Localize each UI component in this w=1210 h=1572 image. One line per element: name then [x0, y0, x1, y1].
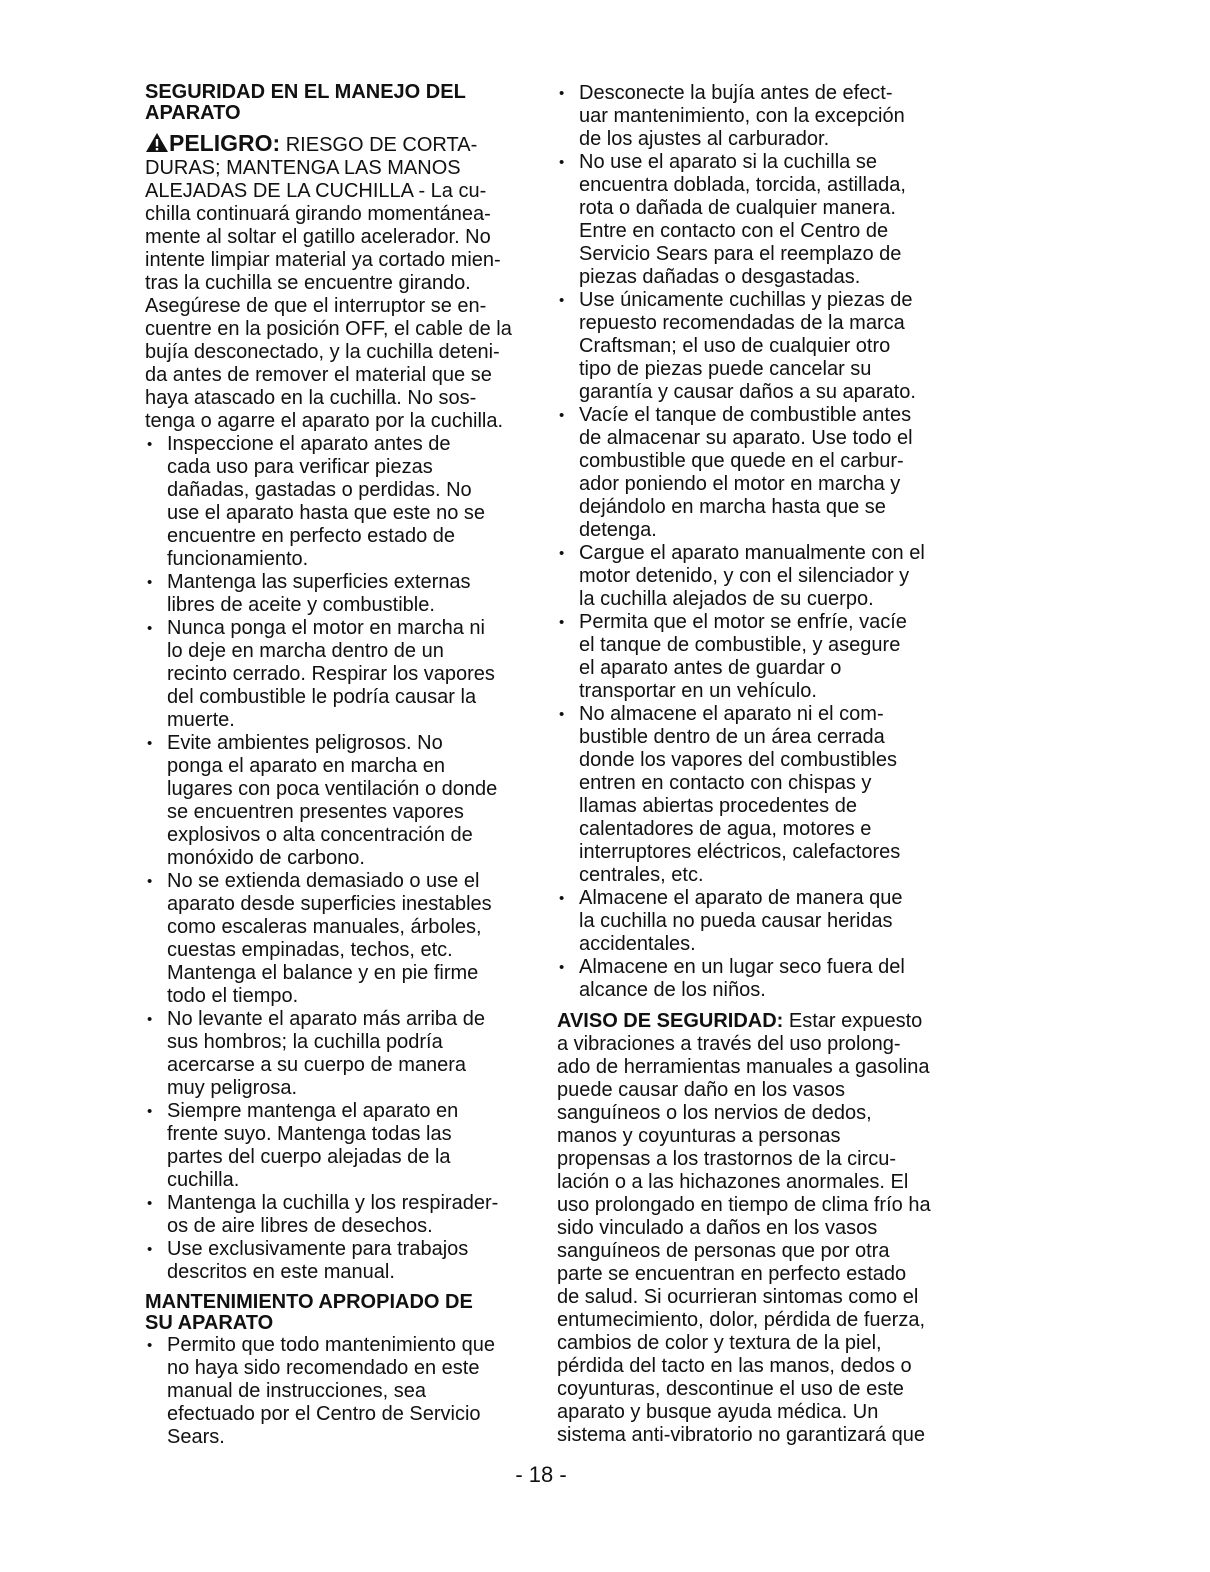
warning-triangle-icon	[145, 132, 169, 153]
list-item: • Almacene en un lugar seco fuera del alcance de los niños.	[557, 956, 967, 1002]
list-item: • Inspeccione el aparato antes de cada uso para verificar piezas dañadas, gastadas o perdidas. No use el aparato hasta que este no se encuentre en perfecto estado de funcionamiento.	[145, 433, 545, 571]
list-item: • No almacene el aparato ni el com- bustible dentro de un área cerrada donde los vapores del combustibles entren en contacto con chispas y llamas abiertas procedentes de calentadores de agua, motores e interruptores eléctricos, calefactores centrales, etc.	[557, 703, 967, 887]
list-item: • No use el aparato si la cuchilla se encuentra doblada, torcida, astillada, rota o dañada de cualquier manera. Entre en contacto con el Centro de Servicio Sears para el reemplazo de piezas dañadas o desgastadas.	[557, 151, 967, 289]
danger-text: RIESGO DE CORTA- DURAS; MANTENGA LAS MANOS ALEJADAS DE LA CUCHILLA - La cu- chilla continuará girando momentánea- mente al soltar el gatillo acelerador. No intente limpiar material ya cortado mien- tras la cuchilla se encuentre girando. Asegúrese de que el interruptor se en- cuentre en la posición OFF, el cable de la bujía desconectado, y la cuchilla deteni- da antes de remover el material que se haya atascado en la cuchilla. No sos- tenga o agarre el aparato por la cuchilla.	[145, 134, 512, 432]
list-item: • Permito que todo mantenimiento que no haya sido recomendado en este manual de instrucciones, sea efectuado por el Centro de Servicio Sears.	[145, 1334, 545, 1449]
section-heading-maintenance: MANTENIMIENTO APROPIADO DE SU APARATO	[145, 1291, 473, 1334]
list-item: • Permita que el motor se enfríe, vacíe el tanque de combustible, y asegure el aparato antes de guardar o transportar en un vehículo.	[557, 611, 967, 703]
list-item: • Desconecte la bujía antes de efect- uar mantenimiento, con la excepción de los ajustes al carburador.	[557, 82, 967, 151]
danger-warning	[145, 132, 545, 433]
list-item: • Cargue el aparato manualmente con el motor detenido, y con el silenciador y la cuchilla alejados de su cuerpo.	[557, 542, 967, 611]
maintenance-bullet-list-continued	[557, 82, 967, 1002]
section-heading-safety: SEGURIDAD EN EL MANEJO DEL APARATO	[145, 81, 466, 124]
list-item: • No levante el aparato más arriba de sus hombros; la cuchilla podría acercarse a su cuerpo de manera muy peligrosa.	[145, 1008, 545, 1100]
list-item: • Evite ambientes peligrosos. No ponga el aparato en marcha en lugares con poca ventilación o donde se encuentren presentes vapores explosivos o alta concentración de monóxido de carbono.	[145, 732, 545, 870]
page-number: - 18 -	[515, 1462, 567, 1487]
maintenance-bullet-list	[145, 1334, 545, 1449]
list-item: • Siempre mantenga el aparato en frente suyo. Mantenga todas las partes del cuerpo alejadas de la cuchilla.	[145, 1100, 545, 1192]
list-item: • Use únicamente cuchillas y piezas de repuesto recomendadas de la marca Craftsman; el uso de cualquier otro tipo de piezas puede cancelar su garantía y causar daños a su aparato.	[557, 289, 967, 404]
list-item: • Mantenga la cuchilla y los respirader- os de aire libres de desechos.	[145, 1192, 545, 1238]
list-item: • Almacene el aparato de manera que la cuchilla no pueda causar heridas accidentales.	[557, 887, 967, 956]
right-column	[557, 82, 967, 1447]
list-item: • Nunca ponga el motor en marcha ni lo deje en marcha dentro de un recinto cerrado. Respirar los vapores del combustible le podría causar la muerte.	[145, 617, 545, 732]
notice-text: Estar expuesto a vibraciones a través del uso prolong- ado de herramientas manuales a gasolina puede causar daño en los vasos sanguíneos o los nervios de dedos, manos y coyunturas a personas propensas a los trastornos de la circu- lación o a las hichazones anormales. El uso prolongado en tiempo de clima frío ha sido vinculado a daños en los vasos sanguíneos de personas que por otra parte se encuentran en perfecto estado de salud. Si ocurrieran sintomas como el entumecimiento, dolor, pérdida de fuerza, cambios de color y textura de la piel, pérdida del tacto en las manos, dedos o coyunturas, descontinue el uso de este aparato y busque ayuda médica. Un sistema anti-vibratorio no garantizará que	[557, 1010, 931, 1446]
list-item: • Use exclusivamente para trabajos descritos en este manual.	[145, 1238, 545, 1284]
danger-label: PELIGRO:	[169, 130, 281, 156]
list-item: • Vacíe el tanque de combustible antes de almacenar su aparato. Use todo el combustible que quede en el carbur- ador poniendo el motor en marcha y dejándolo en marcha hasta que se detenga.	[557, 404, 967, 542]
list-item: • Mantenga las superficies externas libres de aceite y combustible.	[145, 571, 545, 617]
notice-label: AVISO DE SEGURIDAD:	[557, 1010, 784, 1032]
list-item: • No se extienda demasiado o use el aparato desde superficies inestables como escaleras manuales, árboles, cuestas empinadas, techos, etc. Mantenga el balance y en pie firme todo el tiempo.	[145, 870, 545, 1008]
safety-bullet-list	[145, 433, 545, 1284]
left-column	[145, 82, 545, 1449]
safety-notice	[557, 1010, 967, 1447]
